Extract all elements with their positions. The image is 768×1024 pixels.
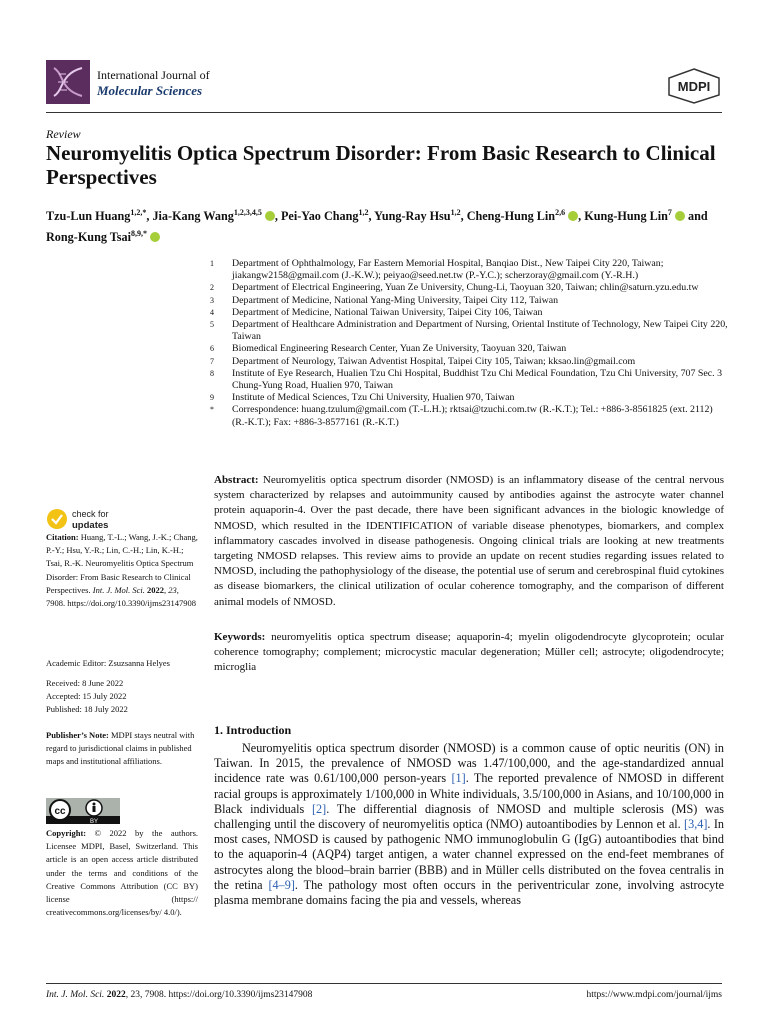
publisher-name: MDPI [677, 79, 711, 94]
intro-text-2: . The reported prevalence of NMOSD in different racial groups is approximately 1/100,000 in White individuals, 3.5/100,000 in Asians, and 10/100,000 in Black individuals [214, 771, 724, 816]
affiliation-text: Department of Medicine, National Taiwan University, Taipei City 106, Taiwan [232, 306, 543, 318]
affiliation-text: Department of Electrical Engineering, Yuan Ze University, Chung-Li, Taoyuan 320, Taiwan; chlin@saturn.yzu.edu.tw [232, 282, 699, 294]
orcid-icon[interactable] [568, 211, 578, 221]
affiliation-number: 6 [210, 344, 214, 354]
citation-text: Huang, T.-L.; Wang, J.-K.; Chang, P.-Y.; Hsu, Y.-R.; Lin, C.-H.; Lin, K.-H.; Tsai, R.-K. Neuromyelitis Optica Spectrum Disorder: From Basic Research to Clinical Perspectives. [46, 532, 198, 595]
abstract-label: Abstract: [214, 474, 259, 486]
abstract-text: Neuromyelitis optica spectrum disorder (NMOSD) is an inflammatory disease of the central nervous system characterized by relapses and autoimmunity caused by antibodies against the astrocyte water channel protein aquaporin-4. Over the past decade, there have been significant advances in the biologic knowledge of NMOSD, which resulted in the IDENTIFICATION of variable disease phenotypes, biomarkers, and complex inflammatory cascades involved in disease pathogenesis. Ongoing clinical trials are looking at new treatments targeting NMOSD relapses. This review aims to provide an update on recent studies regarding issues related to NMOSD, including the pathophysiology of the disease, the potential use of serum and cerebrospinal fluid cytokines as disease biomarkers, the clinical utilization of ocular coherence tomography, and the comparison of different animal models of NMOSD. [214, 474, 724, 608]
affiliation-text: Institute of Medical Sciences, Tzu Chi University, Hualien 970, Taiwan [232, 392, 515, 404]
keywords-block [214, 630, 724, 676]
copyright-label: Copyright: [46, 828, 87, 838]
keywords-text: neuromyelitis optica spectrum disease; aquaporin-4; myelin oligodendrocyte glycoprotein; ocular coherence tomography; complement; microcystic macular degeneration; Müller cell; astrocyte; oligodendrocyte; microglia [214, 631, 724, 674]
affiliation-number: 1 [210, 259, 214, 268]
introduction-paragraph [214, 741, 724, 908]
publisher-note-label: Publisher’s Note: [46, 730, 109, 740]
check-for-updates-badge[interactable] [46, 506, 166, 532]
citation-label: Citation: [46, 532, 79, 542]
affiliation-item [210, 282, 730, 294]
cc-by-text: BY [89, 819, 99, 824]
affiliation-number: * [210, 405, 214, 415]
journal-logo-icon [46, 60, 90, 104]
intro-text-1: Neuromyelitis optica spectrum disorder (NMOSD) is a common cause of optic neuritis (ON) in Taiwan. In 2015, the prevalence of NMOSD was 1.47/100,000, and the age-standardized annual incidence rate was 0.61/100,000 person-years [214, 741, 724, 786]
keywords-label: Keywords: [214, 631, 266, 643]
copyright-block [46, 827, 198, 919]
author-name[interactable]: Yung-Ray Hsu [374, 209, 451, 224]
cc-by-license-icon[interactable] [46, 798, 120, 824]
citation-block: Citation: Huang, T.-L.; Wang, J.-K.; Chang, P.-Y.; Hsu, Y.-R.; Lin, C.-H.; Lin, K.-H.; Tsai, R.-K. Neuromyelitis Optica Spectrum Disorder: From Basic Research to Clinical Perspectives. Int. J. Mol. Sci. 2022, 23, 7908. https://doi.org/10.3390/ijms23147908 [46, 532, 198, 609]
footer-divider [46, 983, 722, 984]
author-name[interactable]: Rong-Kung Tsai [46, 230, 132, 245]
date-accepted: Accepted: 15 July 2022 [46, 691, 127, 702]
citation-volume: 23 [168, 584, 177, 595]
academic-editor: Academic Editor: Zsuzsanna Helyes [46, 658, 170, 668]
affiliation-number: 4 [210, 307, 214, 317]
author-name[interactable]: Cheng-Hung Lin [466, 209, 556, 224]
author-affiliation-marker: 2,6 [555, 208, 566, 217]
footer-journal-url[interactable]: https://www.mdpi.com/journal/ijms [586, 990, 722, 1000]
affiliation-item [210, 368, 730, 392]
author-name[interactable]: Pei-Yao Chang [280, 209, 359, 224]
date-published: Published: 18 July 2022 [46, 704, 128, 715]
affiliation-text: Biomedical Engineering Research Center, Yuan Ze University, Taoyuan 320, Taiwan [232, 343, 567, 355]
author-affiliation-marker: 1,2 [450, 208, 461, 217]
citation-link[interactable]: [3,4] [684, 817, 708, 832]
author-affiliation-marker: 1,2 [358, 208, 369, 217]
orcid-icon[interactable] [675, 211, 685, 221]
journal-name-line1: International Journal of [97, 68, 210, 82]
date-received: Received: 8 June 2022 [46, 678, 124, 688]
affiliation-item [210, 258, 730, 282]
author-name[interactable]: Jia-Kang Wang [152, 209, 234, 224]
author-name[interactable]: Kung-Hung Lin [584, 209, 668, 224]
affiliation-item [210, 404, 730, 428]
check-updates-icon [47, 509, 67, 529]
section-heading-introduction: 1. Introduction [214, 723, 292, 737]
dates-block [46, 677, 198, 717]
check-updates-line2: updates [72, 520, 109, 531]
affiliation-number: 7 [210, 356, 214, 366]
affiliation-item [210, 356, 730, 368]
author-affiliation-marker: 7 [667, 208, 672, 217]
publisher-note [46, 729, 198, 769]
author-name[interactable]: Tzu-Lun Huang [46, 209, 131, 224]
copyright-text: © 2022 by the authors. Licensee MDPI, Basel, Switzerland. This article is an open access article distributed under the terms and conditions of the Creative Commons Attribution (CC BY) license (https:// creativecommons.org/licenses/by/ 4.0/). [46, 828, 199, 918]
publisher-note-text: MDPI stays neutral with regard to jurisdictional claims in published maps and institutional affiliations. [46, 730, 195, 767]
affiliation-item [210, 307, 730, 319]
citation-link[interactable]: [1] [451, 771, 466, 786]
affiliation-number: 8 [210, 368, 214, 378]
affiliation-text: Correspondence: huang.tzulum@gmail.com (T.-L.H.); rktsai@tzuchi.com.tw (R.-K.T.); Tel.: +886-3-8561825 (ext. 2112) (R.-K.T.); Fax: +886-3-8577161 (R.-K.T.) [232, 404, 713, 428]
intro-text-5: . The pathology most often occurs in the periventricular zone, involving astrocyte plasma membrane domains facing the pia and vessels, whereas [214, 877, 724, 908]
mdpi-logo-icon[interactable] [667, 68, 721, 104]
footer-doi[interactable]: , 23, 7908. https://doi.org/10.3390/ijms23147908 [125, 990, 313, 1000]
intro-text-4: . In most cases, NMOSD is caused by pathogenic NMO immunoglobulin G (IgG) autoantibodies that bind to the aquaporin-4 (AQP4) target antigen, a water channel expressed on the end-feet membranes of astrocytes along the blood–brain barrier (BBB) and in Müller cells distributed on the fovea centralis in the retina [214, 817, 724, 892]
affiliations-list [210, 258, 730, 429]
affiliation-text: Department of Medicine, National Yang-Ming University, Taipei City 112, Taiwan [232, 294, 559, 306]
header-divider [46, 112, 722, 113]
citation-link[interactable]: [4–9] [268, 877, 295, 892]
author-list: Tzu-Lun Huang$^{1,2,*}$, Jia-Kang Wang$^{1,2,3,4,5}$ , Pei-Yao Chang$^{1,2}$, Yung-Ray Hsu$^{1,2}$, Cheng-Hung Lin$^{2,6}$ , Kung-Hung Lin$^7$ and Rong-Kung Tsai$^{8,9,*}$ [46, 208, 708, 245]
abstract-block [214, 473, 724, 610]
footer-year: 2022 [106, 990, 126, 1000]
footer-citation [46, 990, 312, 1000]
svg-text:cc: cc [54, 806, 66, 817]
affiliation-item [210, 392, 730, 404]
affiliation-number: 5 [210, 320, 214, 330]
affiliation-number: 2 [210, 283, 214, 293]
intro-text-3: . The differential diagnosis of NMOSD and multiple sclerosis (MS) was challenging until the discovery of neuromyelitis optica (NMO) autoantibodies by Lennon et al. [214, 801, 725, 832]
orcid-icon[interactable] [265, 211, 275, 221]
article-title: Neuromyelitis Optica Spectrum Disorder: From Basic Research to Clinical Perspectives [46, 141, 716, 189]
article-type: Review [46, 127, 81, 141]
author-affiliation-marker: 1,2,3,4,5 [233, 208, 262, 217]
affiliation-number: 9 [210, 393, 214, 403]
affiliation-item [210, 295, 730, 307]
affiliation-text: Department of Ophthalmology, Far Eastern Memorial Hospital, Banqiao Dist., New Taipei City 220, Taiwan; jiakangw2158@gmail.com (J.-K.W.); peiyao@seed.net.tw (P.-Y.C.); scherzoray@gmail.com (Y.-R.H.) [232, 258, 664, 282]
citation-year: 2022 [147, 584, 165, 595]
affiliation-item [210, 319, 730, 343]
affiliation-text: Department of Healthcare Administration and Department of Nursing, Oriental Institute of Technology, New Taipei City 220, Taiwan [232, 319, 728, 343]
citation-journal: Int. J. Mol. Sci. [92, 584, 145, 595]
affiliation-text: Department of Neurology, Taiwan Adventist Hospital, Taipei City 105, Taiwan; kksao.lin@gmail.com [232, 355, 636, 367]
citation-link[interactable]: [2] [312, 801, 327, 816]
author-affiliation-marker: 1,2,* [130, 208, 147, 217]
author-affiliation-marker: 8,9,* [131, 229, 148, 239]
citation-doi[interactable]: , 7908. https://doi.org/10.3390/ijms23147908 [46, 584, 197, 609]
journal-name-line2: Molecular Sciences [97, 83, 203, 98]
affiliation-item [210, 343, 730, 355]
check-updates-line1: check for [72, 509, 109, 519]
affiliation-text: Institute of Eye Research, Hualien Tzu Chi Hospital, Buddhist Tzu Chi Medical Foundation, Tzu Chi University, 707 Sec. 3 Chung-Yung Road, Hualien 970, Taiwan [232, 367, 723, 392]
affiliation-number: 3 [210, 295, 214, 305]
footer-journal: Int. J. Mol. Sci. [46, 990, 105, 1000]
orcid-icon[interactable] [150, 232, 160, 242]
journal-name [97, 68, 210, 98]
